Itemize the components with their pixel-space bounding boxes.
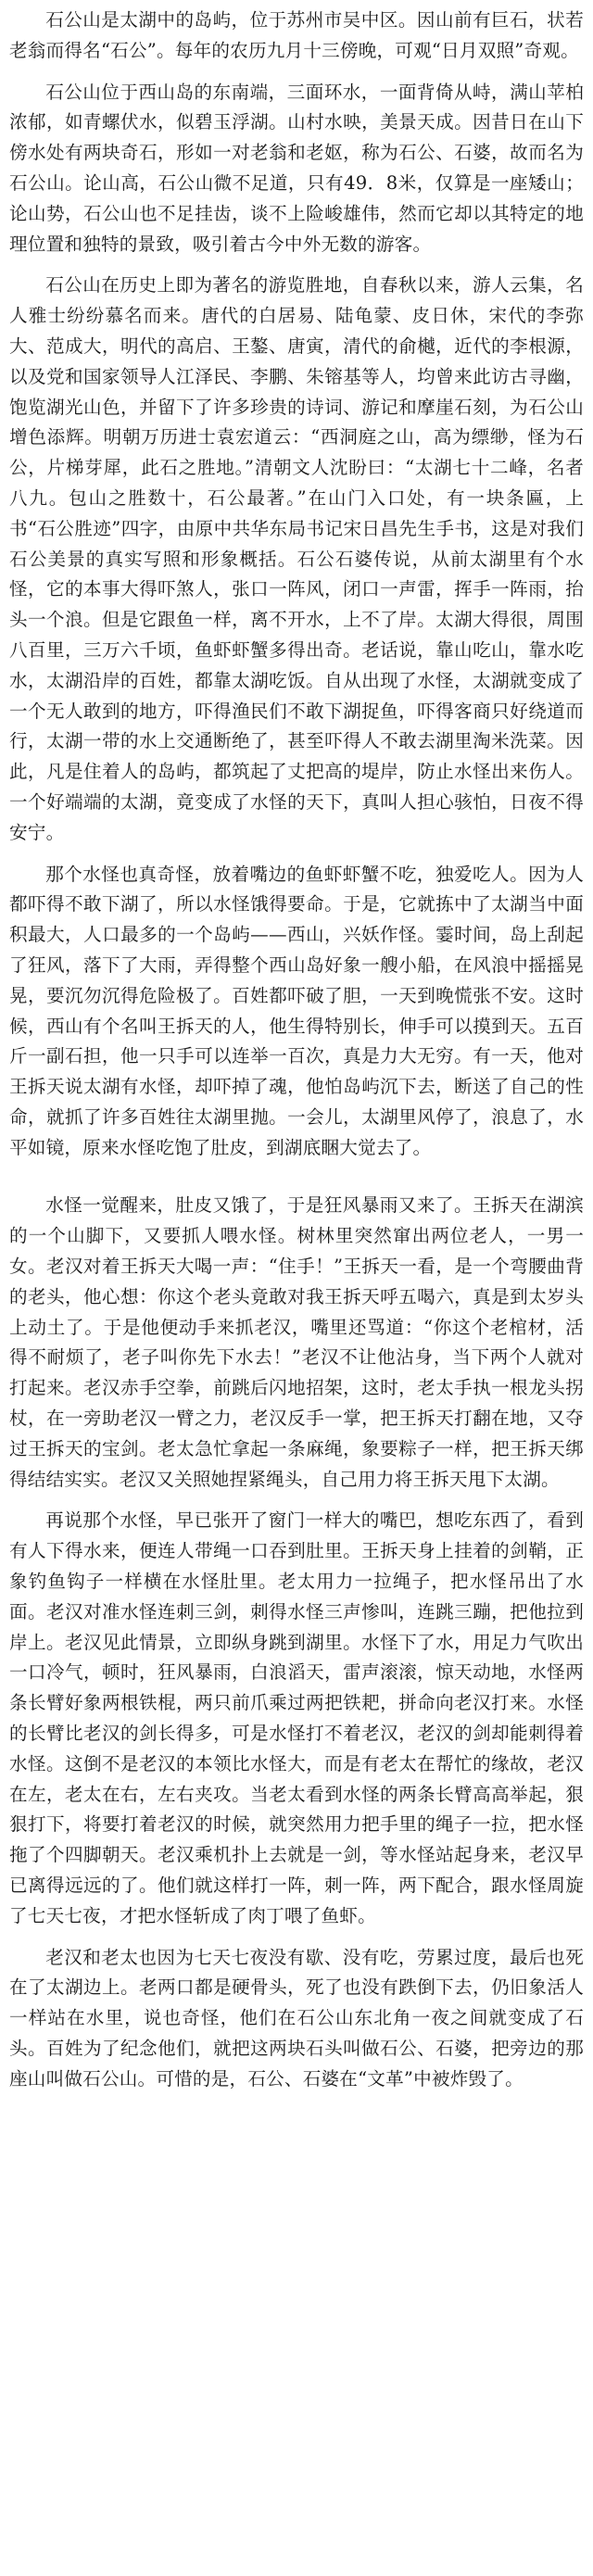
paragraph-geography: 石公山位于西山岛的东南端，三面环水，一面背倚从峙，满山苹柏浓郁，如青螺伏水，似碧玉浮湖。山村水映，美景天成。因昔日在山下傍水处有两块奇石，形如一对老翁和老妪，称为石公、石婆，故而名为石公山。论山高，石公山微不足道，只有49．8米，仅算是一座矮山；论山势，石公山也不足挂齿，谈不上险峻雄伟，然而它却以其特定的地理位置和独特的景致，吸引着古今中外无数的游客。 bbox=[9, 81, 584, 255]
paragraph-ending: 老汉和老太也因为七天七夜没有歇、没有吃，劳累过度，最后也死在了太湖边上。老两口都是硬骨头，死了也没有跌倒下去，仍旧象活人一样站在水里，说也奇怪，他们在石公山东北角一夜之间就变成了石头。百姓为了纪念他们，就把这两块石头叫做石公、石婆，把旁边的那座山叫做石公山。可惜的是，石公、石婆在“文革”中被炸毁了。 bbox=[9, 1946, 584, 2090]
paragraph-history-legend: 石公山在历史上即为著名的游览胜地，自春秋以来，游人云集，名人雅士纷纷慕名而来。唐代的白居易、陆龟蒙、皮日休，宋代的李弥大、范成大，明代的高启、王鏊、唐寅，清代的俞樾，近代的李根源，以及党和国家领导人江泽民、李鹏、朱镕基等人，均曾来此访古寻幽，饱览湖光山色，并留下了许多珍贵的诗词、游记和摩崖石刻，为石公山增色添辉。明朝万历进士袁宏道云：“西洞庭之山，高为缥缈，怪为石公，片梯芽犀，此石之胜地。”清朝文人沈盼曰：“太湖七十二峰，名者八九。包山之胜数十，石公最著。”在山门入口处，有一块条匾，上书“石公胜迹”四字，由原中共华东局书记宋日昌先生手书，这是对我们石公美景的真实写照和形象概括。石公石婆传说，从前太湖里有个水怪，它的本事大得吓煞人，张口一阵风，闭口一声雷，挥手一阵雨，抬头一个浪。但是它跟鱼一样，离不开水，上不了岸。太湖大得很，周围八百里，三万六千顷，鱼虾虾蟹多得出奇。老话说，靠山吃山，靠水吃水，太湖沿岸的百姓，都靠太湖吃饭。自从出现了水怪，太湖就变成了一个无人敢到的地方，吓得渔民们不敢下湖捉鱼，吓得客商只好绕道而行，太湖一带的水上交通断绝了，甚至吓得人不敢去湖里淘米洗菜。因此，凡是住着人的岛屿，都筑起了丈把高的堤岸，防止水怪出来伤人。一个好端端的太湖，竟变成了水怪的天下，真叫人担心骇怕，日夜不得安宁。 bbox=[9, 274, 584, 843]
paragraph-spacer bbox=[9, 1163, 584, 1191]
paragraph-old-couple: 水怪一觉醒来，肚皮又饿了，于是狂风暴雨又来了。王拆天在湖滨的一个山脚下，又要抓人喂水怪。树林里突然窜出两位老人，一男一女。老汉对着王拆天大喝一声：“住手！”王拆天一看，是一个弯腰曲背的老头，他心想：你这个老头竟敢对我王拆天呼五喝六，真是到太岁头上动土了。于是他便动手来抓老汉，嘴里还骂道：“你这个老棺材，活得不耐烦了，老子叫你先下水去！”老汉不让他沾身，当下两个人就对打起来。老汉赤手空拳，前跳后闪地招架，这时，老太手执一根龙头拐杖，在一旁助老汉一臂之力，老汉反手一掌，把王拆天打翻在地，又夺过王拆天的宝剑。老太急忙拿起一条麻绳，象要粽子一样，把王拆天绑得结结实实。老汉又关照她捏紧绳头，自己用力将王拆天甩下太湖。 bbox=[9, 1194, 584, 1490]
paragraph-monster: 那个水怪也真奇怪，放着嘴边的鱼虾虾蟹不吃，独爱吃人。因为人都吓得不敢下湖了，所以水怪饿得要命。于是，它就拣中了太湖当中面积最大，人口最多的一个岛屿——西山，兴妖作怪。霎时间，岛上刮起了狂风，落下了大雨，弄得整个西山岛好象一艘小船，在风浪中摇摇晃晃，要沉勿沉得危险极了。百姓都吓破了胆，一天到晚慌张不安。这时候，西山有个名叫王拆天的人，他生得特别长，伸手可以摸到天。五百斤一副石担，他一只手可以连举一百次，真是力大无穷。有一天，他对王拆天说太湖有水怪，却吓掉了魂，他怕岛屿沉下去，断送了自己的性命，就抓了许多百姓往太湖里抛。一会儿，太湖里风停了，浪息了，水平如镜，原来水怪吃饱了肚皮，到湖底睏大觉去了。 bbox=[9, 863, 584, 1158]
paragraph-spacer bbox=[9, 1932, 584, 1943]
paragraph-battle: 再说那个水怪，早已张开了窗门一样大的嘴巴，想吃东西了，看到有人下得水来，便连人带绳一口吞到肚里。王拆天身上挂着的剑鞘，正象钓鱼钩子一样横在水怪肚里。老太用力一拉绳子，把水怪吊出了水面。老汉对准水怪连刺三剑，刺得水怪三声惨叫，连跳三蹦，把他拉到岸上。老汉见此情景，立即纵身跳到湖里。水怪下了水，用足力气吹出一口冷气，顿时，狂风暴雨，白浪滔天，雷声滚滚，惊天动地，水怪两条长臂好象两根铁棍，两只前爪乘过两把铁耙，拼命向老汉打来。水怪的长臂比老汉的剑长得多，可是水怪打不着老汉，老汉的剑却能刺得着水怪。这倒不是老汉的本领比水怪大，而是有老太在帮忙的缘故，老汉在左，老太在右，左右夹攻。当老太看到水怪的两条长臂高高举起，狠狠打下，将要打着老汉的时候，就突然用力把手里的绳子一拉，把水怪拖了个四脚朝天。老汉乘机扑上去就是一剑，等水怪站起身来，老汉早已离得远远的了。他们就这样打一阵，刺一阵，两下配合，跟水怪周旋了七天七夜，才把水怪斩成了肉丁喂了鱼虾。 bbox=[9, 1509, 584, 1926]
paragraph-spacer bbox=[9, 1495, 584, 1506]
paragraph-spacer bbox=[9, 67, 584, 78]
paragraph-spacer bbox=[9, 849, 584, 860]
paragraph-spacer bbox=[9, 259, 584, 271]
paragraph-intro: 石公山是太湖中的岛屿，位于苏州市吴中区。因山前有巨石，状若老翁而得名“石公”。每年的农历九月十三傍晚，可观“日月双照”奇观。 bbox=[9, 9, 584, 61]
